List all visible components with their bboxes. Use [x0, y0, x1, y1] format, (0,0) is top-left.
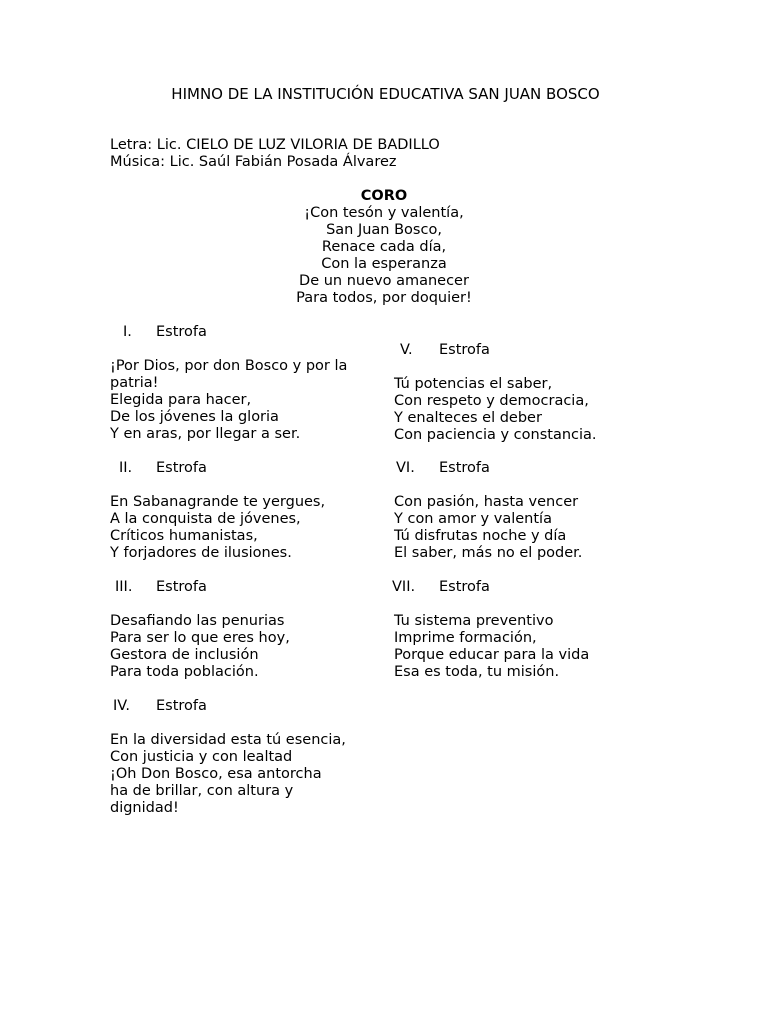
stanza-number: VI. — [396, 460, 415, 476]
stanza-line: ha de brillar, con altura y — [110, 783, 294, 799]
stanza-6 — [394, 460, 654, 579]
stanza-line: Y forjadores de ilusiones. — [110, 545, 292, 561]
stanza-line: Tú disfrutas noche y día — [394, 528, 567, 544]
stanza-line: El saber, más no el poder. — [394, 545, 583, 561]
stanza-line: En la diversidad esta tú esencia, — [110, 732, 346, 748]
stanza-line: Con paciencia y constancia. — [394, 427, 597, 443]
stanza-number: V. — [400, 342, 413, 358]
stanza-line: Con respeto y democracia, — [394, 393, 589, 409]
stanza-line: Desafiando las penurias — [110, 613, 285, 629]
chorus-heading: CORO — [360, 188, 408, 204]
stanza-line: Esa es toda, tu misión. — [394, 664, 560, 680]
stanza-heading — [394, 579, 654, 596]
stanza-line: En Sabanagrande te yergues, — [110, 494, 326, 510]
stanza-number: III. — [115, 579, 133, 595]
stanza-7 — [394, 579, 654, 681]
stanza-label: Estrofa — [156, 579, 207, 595]
chorus-line: De un nuevo amanecer — [299, 273, 469, 289]
stanza-line: Para ser lo que eres hoy, — [110, 630, 290, 646]
left-column — [110, 324, 380, 817]
stanza-line: Porque educar para la vida — [394, 647, 590, 663]
stanza-line: ¡Por Dios, por don Bosco y por la — [110, 358, 348, 374]
stanza-4 — [110, 698, 380, 817]
stanza-label: Estrofa — [439, 460, 490, 476]
stanza-1 — [110, 324, 380, 460]
stanza-label: Estrofa — [439, 342, 490, 358]
stanza-line: Para toda población. — [110, 664, 259, 680]
stanza-heading — [394, 342, 654, 359]
stanza-line: Y en aras, por llegar a ser. — [110, 426, 301, 442]
stanza-number: I. — [123, 324, 132, 340]
stanza-line: Con justicia y con lealtad — [110, 749, 293, 765]
stanza-label: Estrofa — [156, 698, 207, 714]
chorus-line: Renace cada día, — [321, 239, 447, 255]
stanza-label: Estrofa — [156, 324, 207, 340]
stanza-line: dignidad! — [110, 800, 179, 816]
stanza-line: Tu sistema preventivo — [394, 613, 554, 629]
stanza-line: Tú potencias el saber, — [394, 376, 553, 392]
stanza-number: IV. — [113, 698, 130, 714]
stanza-line: Imprime formación, — [394, 630, 537, 646]
chorus-line: Con la esperanza — [321, 256, 447, 272]
stanza-line: Elegida para hacer, — [110, 392, 252, 408]
credits — [110, 137, 440, 171]
stanza-line: Con pasión, hasta vencer — [394, 494, 579, 510]
stanza-heading — [110, 324, 380, 341]
stanza-heading — [110, 698, 380, 715]
stanza-heading — [110, 460, 380, 477]
stanza-line: De los jóvenes la gloria — [110, 409, 279, 425]
stanza-line: Y con amor y valentía — [394, 511, 552, 527]
stanza-5 — [394, 342, 654, 460]
stanza-line: A la conquista de jóvenes, — [110, 511, 301, 527]
stanza-heading — [110, 579, 380, 596]
stanza-number: VII. — [392, 579, 416, 595]
stanza-3 — [110, 579, 380, 698]
stanza-2 — [110, 460, 380, 579]
chorus — [0, 188, 768, 307]
stanza-label: Estrofa — [439, 579, 490, 595]
stanza-heading — [394, 460, 654, 477]
chorus-line: Para todos, por doquier! — [296, 290, 472, 306]
page-title: HIMNO DE LA INSTITUCIÓN EDUCATIVA SAN JUAN BOSCO — [171, 85, 600, 103]
stanza-label: Estrofa — [156, 460, 207, 476]
stanza-line: Gestora de inclusión — [110, 647, 259, 663]
chorus-line: ¡Con tesón y valentía, — [304, 205, 464, 221]
stanza-line: Críticos humanistas, — [110, 528, 258, 544]
lyrics-credit: Letra: Lic. CIELO DE LUZ VILORIA DE BADILLO — [110, 137, 440, 153]
music-credit: Música: Lic. Saúl Fabián Posada Álvarez — [110, 154, 397, 170]
stanza-line: ¡Oh Don Bosco, esa antorcha — [110, 766, 322, 782]
stanza-line: patria! — [110, 375, 159, 391]
stanza-number: II. — [119, 460, 133, 476]
stanza-line: Y enalteces el deber — [394, 410, 542, 426]
chorus-line: San Juan Bosco, — [326, 222, 442, 238]
right-column — [394, 342, 654, 681]
